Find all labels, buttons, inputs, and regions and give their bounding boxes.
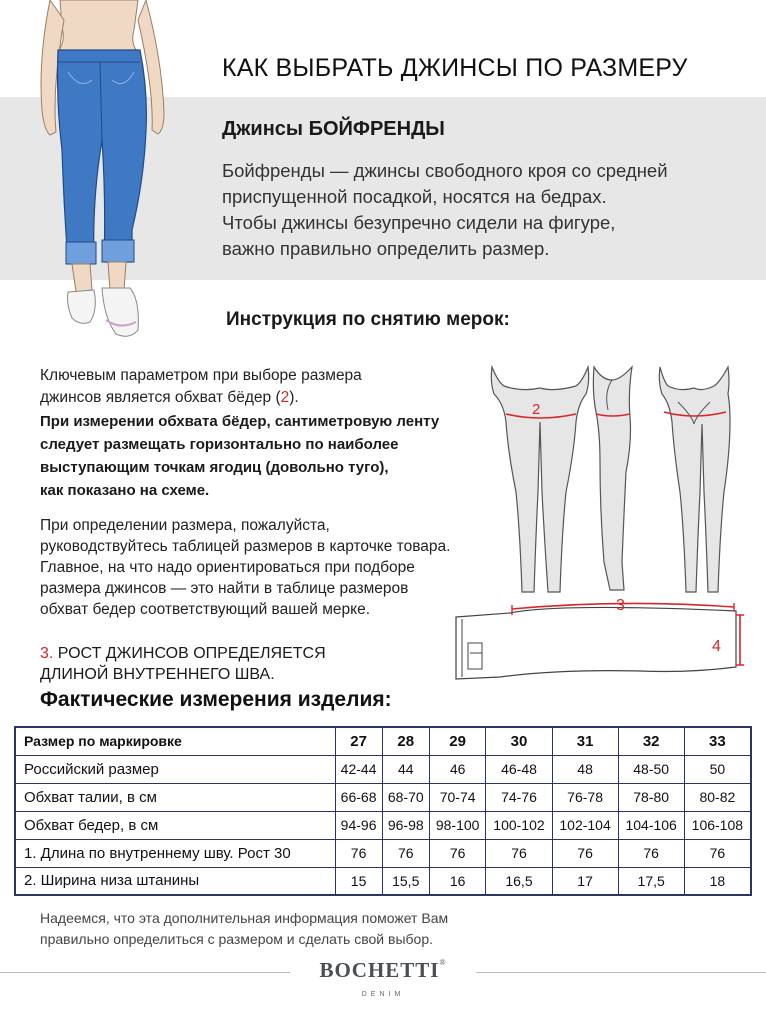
page-title: КАК ВЫБРАТЬ ДЖИНСЫ ПО РАЗМЕРУ [222,54,688,82]
size-cell: 31 [552,727,618,755]
measuring-instructions [40,410,439,502]
row-label: 1. Длина по внутреннему шву. Рост 30 [15,839,335,867]
table-cell: 76-78 [552,783,618,811]
bold-line: как показано на схеме. [40,482,210,499]
table-row [15,755,751,783]
intro-line: Бойфренды — джинсы свободного кроя со средней [222,160,668,181]
table-cell: 46-48 [486,755,552,783]
instructions-title: Инструкция по снятию мерок: [226,309,510,330]
row-label: Обхват талии, в см [15,783,335,811]
table-cell: 15 [335,867,382,895]
table-cell: 74-76 [486,783,552,811]
table-cell: 80-82 [684,783,751,811]
brand-name: BOCHETTI [319,958,440,982]
table-cell: 76 [618,839,684,867]
rise-line: ДЛИНОЙ ВНУТРЕННЕГО ШВА. [40,666,275,683]
footer-divider [476,972,766,973]
rise-text [40,643,326,685]
size-cell: 27 [335,727,382,755]
size-cell: 29 [429,727,486,755]
table-cell: 76 [382,839,429,867]
table-cell: 16 [429,867,486,895]
table-row [15,867,751,895]
hip-label: 2 [532,401,541,418]
size-cell: 28 [382,727,429,755]
body-measurement-diagram [482,362,732,602]
table-cell: 18 [684,867,751,895]
table-cell: 98-100 [429,811,486,839]
size-guidance-text [40,515,450,620]
table-cell: 76 [552,839,618,867]
table-cell: 96-98 [382,811,429,839]
size-cell: 30 [486,727,552,755]
table-cell: 48-50 [618,755,684,783]
table-cell: 15,5 [382,867,429,895]
row-label: Российский размер [15,755,335,783]
table-cell: 46 [429,755,486,783]
brand-subtitle: DENIM [361,991,405,998]
hem-label: 4 [712,638,721,655]
table-cell: 94-96 [335,811,382,839]
table-cell: 50 [684,755,751,783]
table-cell: 17 [552,867,618,895]
table-cell: 44 [382,755,429,783]
table-row [15,783,751,811]
table-cell: 106-108 [684,811,751,839]
table-cell: 66-68 [335,783,382,811]
table-cell: 102-104 [552,811,618,839]
table-cell: 104-106 [618,811,684,839]
table-cell: 68-70 [382,783,429,811]
bold-line: следует размещать горизонтально по наиболее [40,436,399,453]
table-cell: 76 [429,839,486,867]
table-row [15,811,751,839]
rise-number: 3. [40,645,54,662]
bold-line: При измерении обхвата бёдер, сантиметровую ленту [40,413,440,430]
inseam-label: 3 [616,597,625,614]
footer-line: правильно определиться с размером и сделать свой выбор. [40,931,433,947]
table-cell: 17,5 [618,867,684,895]
size-cell: 33 [684,727,751,755]
table-cell: 76 [335,839,382,867]
table-cell: 48 [552,755,618,783]
table-cell: 100-102 [486,811,552,839]
hip-text: джинсов является обхват бёдер ( [40,389,281,406]
guidance-line: размера джинсов — это найти в таблице размеров [40,580,409,597]
guidance-line: обхват бедер соответствующий вашей мерке. [40,601,371,618]
table-cell: 16,5 [486,867,552,895]
key-parameter-line [40,387,362,409]
row-label: 2. Ширина низа штанины [15,867,335,895]
row-label: Обхват бедер, в см [15,811,335,839]
bold-line: выступающим точкам ягодиц (довольно туго), [40,459,389,476]
table-cell: 78-80 [618,783,684,811]
rise-line-text: РОСТ ДЖИНСОВ ОПРЕДЕЛЯЕТСЯ [53,645,326,662]
hip-text-end: ). [289,389,299,406]
size-table [14,726,752,896]
key-parameter-line: Ключевым параметром при выборе размера [40,367,362,384]
key-parameter-text [40,365,362,409]
guidance-line: При определении размера, пожалуйста, [40,517,330,534]
brand-logo [300,958,466,983]
footer-line: Надеемся, что эта дополнительная информация поможет Вам [40,910,449,926]
intro-line: приспущенной посадкой, носятся на бедрах. [222,186,607,207]
hip-number: 2 [280,389,290,406]
table-cell: 42-44 [335,755,382,783]
rise-line [40,643,326,664]
table-header-row [15,727,751,755]
intro-line: Чтобы джинсы безупречно сидели на фигуре, [222,212,616,233]
registered-mark: ® [439,958,447,967]
product-subtitle: Джинсы БОЙФРЕНДЫ [222,118,445,140]
guidance-line: руководствуйтесь таблицей размеров в карточке товара. [40,538,451,555]
footer-divider [0,972,290,973]
table-title: Фактические измерения изделия: [40,688,392,711]
table-cell: 70-74 [429,783,486,811]
size-cell: 32 [618,727,684,755]
table-cell: 76 [486,839,552,867]
intro-text [222,158,752,262]
table-cell: 76 [684,839,751,867]
table-row [15,839,751,867]
footer-note [40,908,448,950]
pants-diagram [440,595,750,695]
table-header-label: Размер по маркировке [15,727,335,755]
guidance-line: Главное, на что надо ориентироваться при подборе [40,559,415,576]
model-illustration [20,0,210,345]
intro-line: важно правильно определить размер. [222,238,550,259]
